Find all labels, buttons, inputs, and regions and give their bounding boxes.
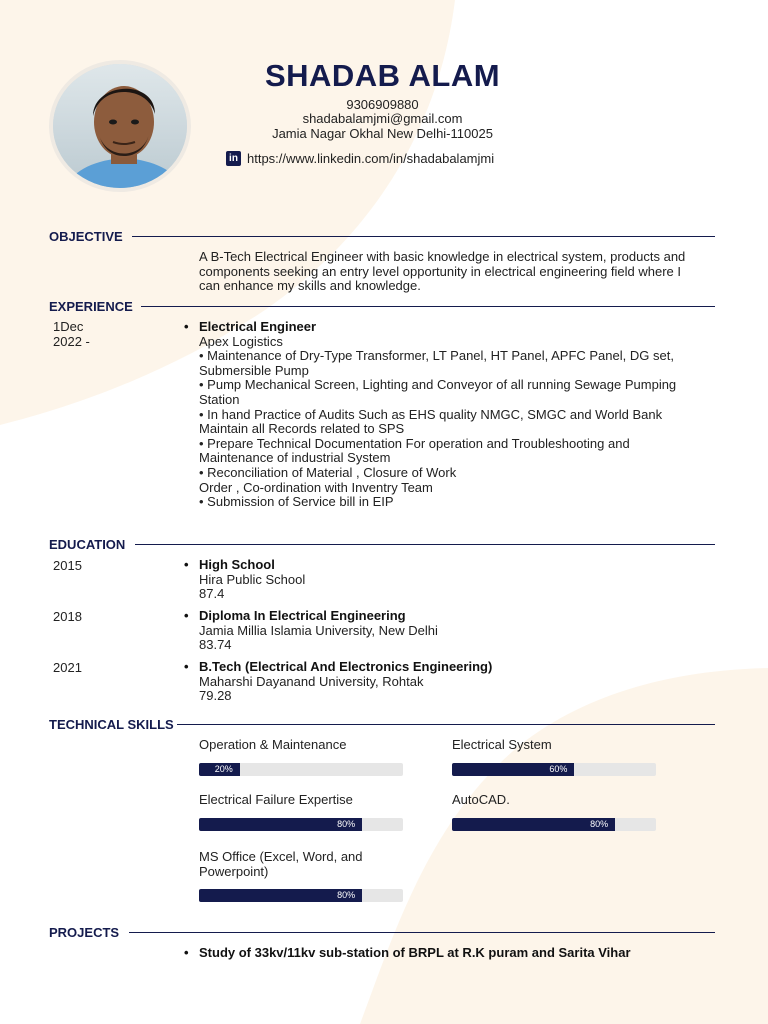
education-score: 79.28 bbox=[199, 688, 232, 704]
education-entry bbox=[184, 659, 715, 704]
profile-photo bbox=[49, 60, 191, 192]
education-entry bbox=[184, 557, 715, 602]
skill-name: Electrical Failure Expertise bbox=[199, 792, 353, 807]
education-degree bbox=[184, 659, 715, 675]
skill-bar-fill: 80% bbox=[199, 818, 362, 831]
experience-duty-line: • In hand Practice of Audits Such as EHS quality NMGC, SMGC and World Bank bbox=[199, 406, 663, 422]
email-address: shadabalamjmi@gmail.com bbox=[302, 111, 463, 126]
skill-bar-track bbox=[452, 818, 656, 831]
experience-role-text: Electrical Engineer bbox=[199, 319, 317, 334]
education-divider bbox=[135, 544, 715, 545]
experience-divider bbox=[141, 306, 715, 307]
bullet-icon: • bbox=[184, 557, 189, 572]
project-title-text: Study of 33kv/11kv sub-station of BRPL at R.K puram and Sarita Vihar bbox=[199, 945, 631, 960]
linkedin-link[interactable] bbox=[226, 150, 494, 166]
bullet-icon: • bbox=[184, 659, 189, 674]
candidate-name: SHADAB ALAM bbox=[264, 58, 501, 93]
education-score: 87.4 bbox=[199, 586, 225, 602]
projects-divider bbox=[129, 932, 715, 933]
objective-line: can enhance my skills and knowledge. bbox=[199, 278, 421, 294]
education-year: 2021 bbox=[53, 660, 82, 675]
experience-duty-line: Station bbox=[199, 391, 240, 407]
experience-duty-line: • Reconciliation of Material , Closure of Work bbox=[199, 464, 457, 480]
experience-duty-line: Submersible Pump bbox=[199, 362, 309, 378]
linkedin-icon: in bbox=[226, 151, 241, 166]
skill-bar-track bbox=[452, 763, 656, 776]
education-degree-text: Diploma In Electrical Engineering bbox=[199, 608, 406, 623]
linkedin-url[interactable]: https://www.linkedin.com/in/shadabalamjmi bbox=[247, 150, 495, 166]
skill-name: MS Office (Excel, Word, and Powerpoint) bbox=[199, 849, 363, 879]
education-degree-text: B.Tech (Electrical And Electronics Engineering) bbox=[199, 659, 493, 674]
skill-bar-fill: 80% bbox=[452, 818, 615, 831]
phone-number: 9306909880 bbox=[346, 97, 419, 112]
experience-date bbox=[53, 319, 90, 349]
experience-company: Apex Logistics bbox=[199, 333, 283, 349]
skill-bar-track bbox=[199, 763, 403, 776]
skill-bar-fill: 20% bbox=[199, 763, 240, 776]
education-degree-text: High School bbox=[199, 557, 275, 572]
skill-bar-track bbox=[199, 818, 403, 831]
project-title bbox=[184, 945, 715, 961]
experience-duty-line: Maintenance of industrial System bbox=[199, 450, 391, 466]
bullet-icon: • bbox=[184, 608, 189, 623]
skill-bar-fill: 60% bbox=[452, 763, 574, 776]
experience-entry bbox=[184, 319, 715, 510]
experience-duty-line: • Prepare Technical Documentation For operation and Troubleshooting and bbox=[199, 435, 630, 451]
education-entry bbox=[184, 608, 715, 653]
objective-heading: OBJECTIVE bbox=[49, 229, 123, 244]
postal-address: Jamia Nagar Okhal New Delhi-110025 bbox=[272, 126, 493, 141]
experience-heading: EXPERIENCE bbox=[49, 299, 133, 314]
experience-role bbox=[184, 319, 715, 335]
project-entry bbox=[184, 945, 715, 961]
bullet-icon: • bbox=[184, 945, 189, 960]
experience-date-start: 1Dec bbox=[53, 319, 84, 334]
skill-name: Operation & Maintenance bbox=[199, 737, 347, 752]
skill-name: AutoCAD. bbox=[452, 792, 510, 807]
skills-divider bbox=[177, 724, 715, 725]
education-score: 83.74 bbox=[199, 637, 232, 653]
experience-date-year: 2022 - bbox=[53, 334, 90, 349]
education-year: 2015 bbox=[53, 558, 82, 573]
objective-divider bbox=[132, 236, 715, 237]
bullet-icon: • bbox=[184, 319, 189, 334]
person-photo-illustration bbox=[53, 64, 191, 192]
education-school: Hira Public School bbox=[199, 571, 306, 587]
education-heading: EDUCATION bbox=[49, 537, 126, 552]
experience-duty-line: • Pump Mechanical Screen, Lighting and Conveyor of all running Sewage Pumping bbox=[199, 377, 677, 393]
education-school: Jamia Millia Islamia University, New Delhi bbox=[199, 622, 438, 638]
experience-duty-line: • Submission of Service bill in EIP bbox=[199, 494, 394, 510]
education-school: Maharshi Dayanand University, Rohtak bbox=[199, 673, 424, 689]
experience-duty-line: Order , Co-ordination with Inventry Team bbox=[199, 479, 433, 495]
objective-line: A B-Tech Electrical Engineer with basic knowledge in electrical system, products and bbox=[199, 249, 686, 264]
skill-name: Electrical System bbox=[452, 737, 552, 752]
objective-line: components seeking an entry level opportunity in electrical engineering field where I bbox=[199, 263, 682, 279]
education-year: 2018 bbox=[53, 609, 82, 624]
skill-bar-track bbox=[199, 889, 403, 902]
education-degree bbox=[184, 557, 715, 573]
experience-duty-line: • Maintenance of Dry-Type Transformer, LT Panel, HT Panel, APFC Panel, DG set, bbox=[199, 348, 674, 364]
skills-heading: TECHNICAL SKILLS bbox=[49, 717, 174, 732]
objective-text bbox=[199, 250, 715, 294]
education-degree bbox=[184, 608, 715, 624]
projects-heading: PROJECTS bbox=[49, 925, 120, 940]
skill-bar-fill: 80% bbox=[199, 889, 362, 902]
experience-duty-line: Maintain all Records related to SPS bbox=[199, 421, 405, 437]
